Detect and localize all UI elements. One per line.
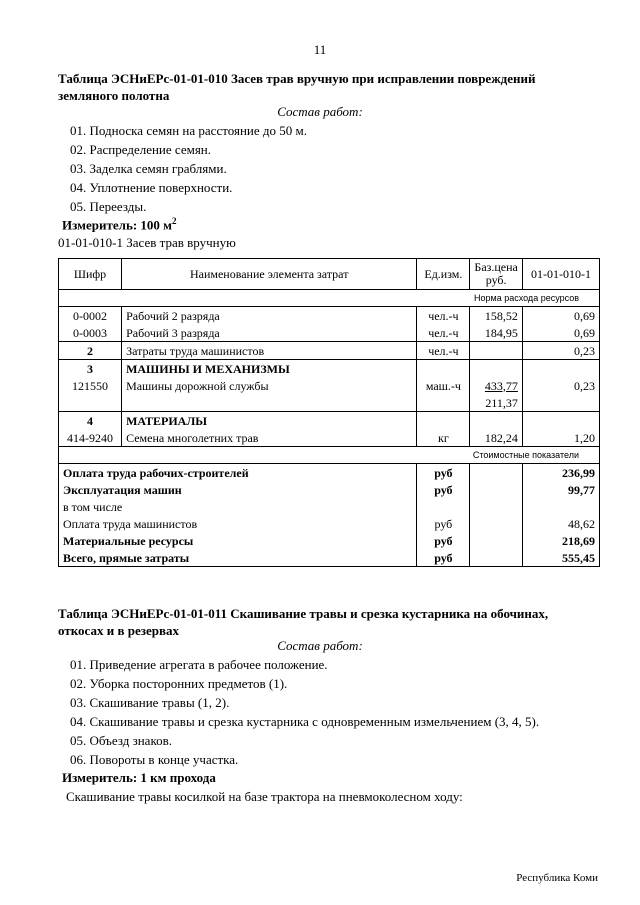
- cost-value: 218,69: [522, 532, 599, 549]
- table1-measure: Измеритель: 100 $м^2$: [62, 216, 177, 233]
- section-code: 2: [59, 342, 122, 360]
- table1-work-4: 04. Уплотнение поверхности.: [70, 180, 233, 195]
- cost-name: Оплата труда машинистов: [59, 515, 417, 532]
- cost-unit: руб: [417, 464, 470, 482]
- row-code: 0-0002: [59, 307, 122, 325]
- cost-name: Эксплуатация машин: [59, 481, 417, 498]
- row-value: 0,69: [522, 324, 599, 342]
- cost-value: 555,45: [522, 549, 599, 567]
- table2-description: Скашивание травы косилкой на базе трактора на пневмоколесном ходу:: [66, 789, 463, 804]
- row-name: Затраты труда машинистов: [122, 342, 417, 360]
- section-title: МАШИНЫ И МЕХАНИЗМЫ: [122, 360, 417, 378]
- row-price: 158,52: [470, 307, 523, 325]
- table2-work-2: 02. Уборка посторонних предметов (1).: [70, 676, 288, 691]
- cost-name: Всего, прямые затраты: [59, 549, 417, 567]
- table2-work-5: 05. Объезд знаков.: [70, 733, 173, 748]
- table2-composition-label: Состав работ:: [277, 638, 363, 653]
- norm-note: Норма расхода ресурсов: [59, 290, 600, 307]
- row-unit: маш.-ч: [417, 377, 470, 394]
- cost-unit: руб: [417, 549, 470, 567]
- cost-name: Оплата труда рабочих-строителей: [59, 464, 417, 482]
- table1-work-1: 01. Подноска семян на расстояние до 50 м.: [70, 123, 307, 138]
- row-code: 414-9240: [59, 429, 122, 447]
- row-unit: кг: [417, 429, 470, 447]
- cost-unit: руб: [417, 532, 470, 549]
- table1-work-3: 03. Заделка семян граблями.: [70, 161, 227, 176]
- row-price: 184,95: [470, 324, 523, 342]
- cost-value: 99,77: [522, 481, 599, 498]
- header-name: Наименование элемента затрат: [122, 259, 417, 290]
- cost-value: 48,62: [522, 515, 599, 532]
- header-price: Баз.цена руб.: [470, 259, 523, 290]
- section-code: 4: [59, 412, 122, 430]
- table2-work-4: 04. Скашивание травы и срезка кустарника с одновременным измельчением (3, 4, 5).: [70, 714, 540, 729]
- cost-value: 236,99: [522, 464, 599, 482]
- section-title: МАТЕРИАЛЫ: [122, 412, 417, 430]
- cost-name: в том числе: [59, 498, 417, 515]
- header-item: 01-01-010-1: [522, 259, 599, 290]
- cost-name: Материальные ресурсы: [59, 532, 417, 549]
- row-price: 433,77: [470, 377, 523, 394]
- row-code: 121550: [59, 377, 122, 394]
- header-unit: Ед.изм.: [417, 259, 470, 290]
- table1-composition-label: Состав работ:: [277, 104, 363, 119]
- section-code: 3: [59, 360, 122, 378]
- table1-work-5: 05. Переезды.: [70, 199, 147, 214]
- table2-work-1: 01. Приведение агрегата в рабочее положение.: [70, 657, 328, 672]
- page-number: 11: [313, 42, 327, 57]
- table2-work-6: 06. Повороты в конце участка.: [70, 752, 239, 767]
- cost-note: Стоимостные показатели: [59, 447, 600, 464]
- row-unit: чел.-ч: [417, 307, 470, 325]
- cost-unit: руб: [417, 515, 470, 532]
- footer-region: Республика Коми: [516, 872, 598, 884]
- row-name: Семена многолетних трав: [122, 429, 417, 447]
- table2-measure: Измеритель: 1 км прохода: [62, 770, 216, 785]
- row-unit: чел.-ч: [417, 342, 470, 360]
- row-price-secondary: 211,37: [470, 394, 523, 412]
- row-code: 0-0003: [59, 324, 122, 342]
- row-name: Машины дорожной службы: [122, 377, 417, 394]
- table1-title: Таблица ЭСНиЕРс-01-01-010 Засев трав вручную при исправлении повреждений земляного полотна: [58, 71, 536, 103]
- row-price: 182,24: [470, 429, 523, 447]
- table1-item-line: 01-01-010-1 Засев трав вручную: [58, 235, 236, 250]
- row-unit: чел.-ч: [417, 324, 470, 342]
- cost-unit: руб: [417, 481, 470, 498]
- row-value: 0,69: [522, 307, 599, 325]
- row-value: 1,20: [522, 429, 599, 447]
- row-value: 0,23: [522, 377, 599, 394]
- header-code: Шифр: [59, 259, 122, 290]
- table2-work-3: 03. Скашивание травы (1, 2).: [70, 695, 230, 710]
- resource-table: [58, 258, 600, 567]
- table2-title: Таблица ЭСНиЕРс-01-01-011 Скашивание травы и срезка кустарника на обочинах, откосах и в резервах: [58, 606, 549, 638]
- row-name: Рабочий 2 разряда: [122, 307, 417, 325]
- row-name: Рабочий 3 разряда: [122, 324, 417, 342]
- row-value: 0,23: [522, 342, 599, 360]
- table1-work-2: 02. Распределение семян.: [70, 142, 212, 157]
